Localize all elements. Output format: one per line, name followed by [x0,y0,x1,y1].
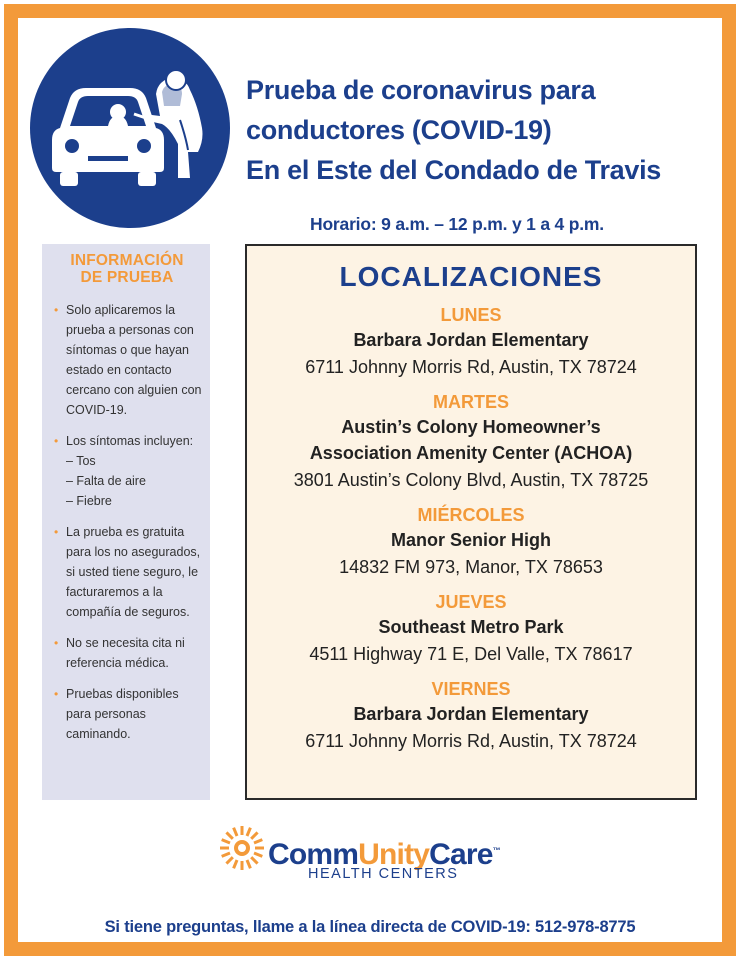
symptom-item: – Tos [66,454,96,468]
symptom-item: – Falta de aire [66,474,146,488]
location-name: Southeast Metro Park [378,617,564,637]
location-day: MARTES [433,392,509,412]
car-and-healthworker-icon [30,28,230,228]
location-name: Barbara Jordan Elementary [353,704,589,724]
title-line-2: conductores (COVID-19) [246,115,552,145]
drive-through-test-icon [30,28,230,228]
location-day: MIÉRCOLES [417,505,525,525]
communitycare-logo [218,814,538,894]
bullet-icon: • [54,687,59,701]
page-title [246,70,716,190]
trademark-symbol: ™ [492,846,500,855]
bullet-icon: • [54,303,59,317]
location-address: 3801 Austin’s Colony Blvd, Austin, TX 78725 [293,470,649,490]
brand-subtitle: HEALTH CENTERS [308,866,459,882]
locations-heading: LOCALIZACIONES [339,261,603,292]
location-name: Austin’s Colony Homeowner’s [341,417,601,437]
sun-logo-icon [218,824,266,872]
location-address: 14832 FM 973, Manor, TX 78653 [339,557,603,577]
brand-part-1: Comm [268,838,359,871]
hotline-footer: Si tiene preguntas, llame a la línea directa de COVID-19: 512-978-8775 [104,918,636,936]
location-address: 6711 Johnny Morris Rd, Austin, TX 78724 [305,731,637,751]
location-friday [247,677,695,755]
location-name: Manor Senior High [390,530,551,550]
location-day: VIERNES [431,679,511,699]
location-day: JUEVES [435,592,507,612]
sidebar-heading-line-2: DE PRUEBA [80,269,174,286]
page-frame [4,4,736,956]
list-item: • La prueba es gratuita para los no asegurados, si usted tiene seguro, le facturaremos a la compañía de seguros. [52,522,202,622]
bullet-icon: • [54,525,59,539]
location-monday [247,303,695,381]
locations-panel [245,244,697,800]
title-line-3: En el Este del Condado de Travis [246,155,662,185]
brand-part-3: Care [429,838,493,871]
symptom-item: – Fiebre [66,494,112,508]
location-name-line-2: Association Amenity Center (ACHOA) [309,443,633,463]
list-item: • No se necesita cita ni referencia médica. [52,633,202,673]
location-address: 6711 Johnny Morris Rd, Austin, TX 78724 [305,357,637,377]
title-line-1: Prueba de coronavirus para [246,75,596,105]
info-list [52,300,202,744]
sidebar-heading [52,252,202,286]
bullet-icon: • [54,434,59,448]
location-address: 4511 Highway 71 E, Del Valle, TX 78617 [309,644,633,664]
location-thursday [247,590,695,668]
location-name: Barbara Jordan Elementary [353,330,589,350]
location-day: LUNES [440,305,502,325]
bullet-icon: • [54,636,59,650]
location-tuesday [247,390,695,494]
location-wednesday [247,503,695,581]
sidebar-heading-line-1: INFORMACIÓN [70,252,184,269]
list-item: • Solo aplicaremos la prueba a personas con síntomas o que hayan estado en contacto cercano con alguien con COVID-19. [52,300,202,420]
list-item: • Pruebas disponibles para personas caminando. [52,684,202,744]
brand-part-2: Unity [358,838,430,871]
test-info-sidebar [42,244,210,800]
hours-text: Horario: 9 a.m. – 12 p.m. y 1 a 4 p.m. [310,214,604,234]
list-item: • Los síntomas incluyen: – Tos – Falta de aire – Fiebre [52,431,202,511]
